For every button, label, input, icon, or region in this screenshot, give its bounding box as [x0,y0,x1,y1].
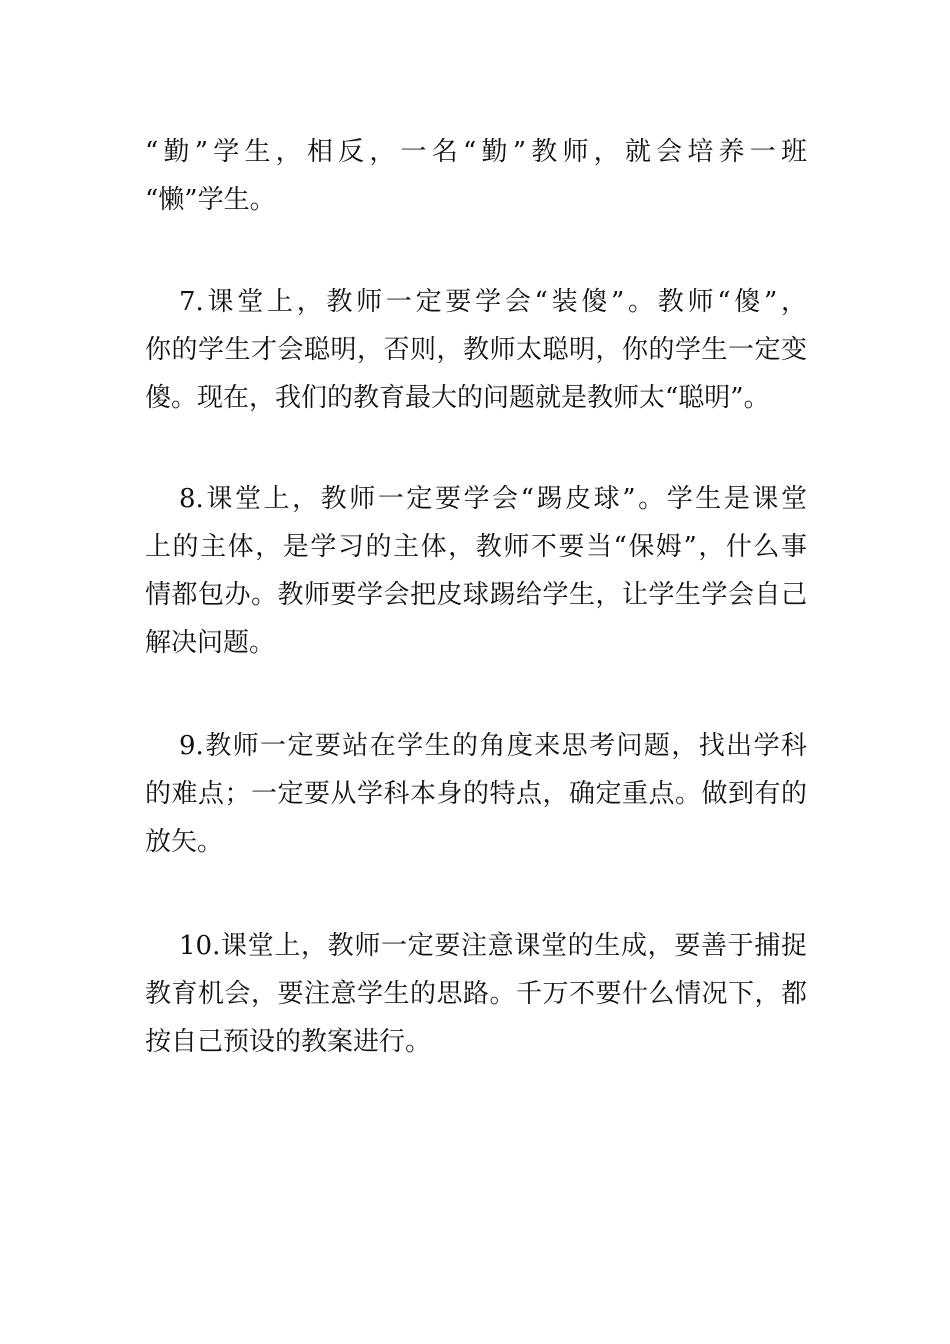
paragraph-item-10 [145,922,807,1066]
paragraph-line: 教育机会，要注意学生的思路。千万不要什么情况下，都 [145,979,807,1009]
paragraph-line: 的难点；一定要从学科本身的特点，确定重点。做到有的 [145,779,807,809]
paragraph-continuation [145,128,807,224]
paragraph-line: 9.教师一定要站在学生的角度来思考问题，找出学科 [179,731,807,761]
paragraph-line: “懒”学生。 [145,185,276,215]
paragraph-line: 情都包办。教师要学会把皮球踢给学生，让学生学会自己 [145,580,807,610]
paragraph-line: “勤”学生，相反，一名“勤”教师，就会培养一班 [145,137,807,167]
paragraph-line: 8.课堂上，教师一定要学会“踢皮球”。学生是课堂 [179,484,807,514]
paragraph-line: 傻。现在，我们的教育最大的问题就是教师太“聪明”。 [145,383,770,413]
paragraph-line: 7.课堂上，教师一定要学会“装傻”。教师“傻”， [179,287,807,317]
paragraph-item-8 [145,475,807,667]
paragraph-line: 放矢。 [145,827,224,857]
paragraph-line: 按自己预设的教案进行。 [145,1027,432,1057]
paragraph-item-9 [145,722,807,866]
paragraph-line: 解决问题。 [145,628,276,658]
paragraph-line: 上的主体，是学习的主体，教师不要当“保姆”，什么事 [145,532,807,562]
paragraph-line: 10.课堂上，教师一定要注意课堂的生成，要善于捕捉 [179,931,807,961]
paragraph-item-7 [145,278,807,422]
paragraph-line: 你的学生才会聪明，否则，教师太聪明，你的学生一定变 [145,335,807,365]
